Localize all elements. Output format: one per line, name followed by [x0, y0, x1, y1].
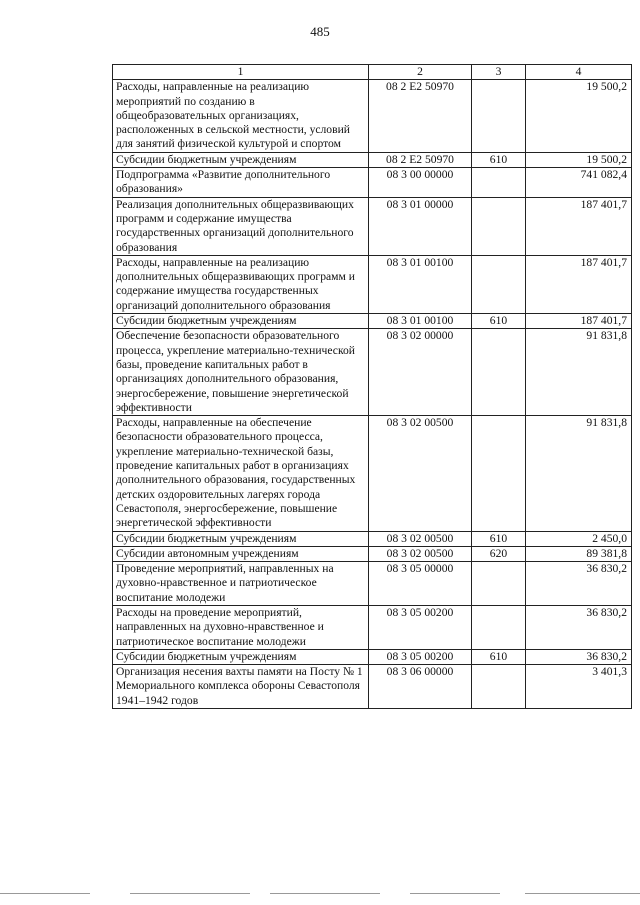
row-name: Субсидии бюджетным учреждениям	[113, 649, 369, 664]
row-code: 08 3 01 00100	[369, 255, 472, 313]
row-code: 08 3 01 00100	[369, 314, 472, 329]
row-name: Обеспечение безопасности образовательного процесса, укрепление материально-технической базы, проведение капитальных работ в организациях дополнительного образования, энергосбережение, повышение энергетической эффективности	[113, 329, 369, 416]
footer-rule	[0, 893, 640, 899]
row-name: Субсидии автономным учреждениям	[113, 546, 369, 561]
row-type: 610	[472, 649, 526, 664]
row-code: 08 3 02 00500	[369, 531, 472, 546]
row-type	[472, 80, 526, 152]
table-row	[113, 152, 632, 167]
row-amount: 3 401,3	[526, 665, 632, 709]
row-type: 610	[472, 314, 526, 329]
table-row	[113, 649, 632, 664]
table-row	[113, 255, 632, 313]
row-code: 08 3 02 00000	[369, 329, 472, 416]
row-amount: 91 831,8	[526, 416, 632, 531]
column-header-1: 1	[113, 65, 369, 80]
row-amount: 36 830,2	[526, 649, 632, 664]
row-code: 08 3 00 00000	[369, 168, 472, 198]
table-row	[113, 197, 632, 255]
row-name: Субсидии бюджетным учреждениям	[113, 531, 369, 546]
row-code: 08 3 05 00200	[369, 649, 472, 664]
header-row	[113, 65, 632, 80]
row-amount: 89 381,8	[526, 546, 632, 561]
row-amount: 187 401,7	[526, 255, 632, 313]
table-row	[113, 605, 632, 649]
table-row	[113, 314, 632, 329]
row-name: Расходы на проведение мероприятий, направленных на духовно-нравственное и патриотическое воспитание молодежи	[113, 605, 369, 649]
row-amount: 741 082,4	[526, 168, 632, 198]
row-name: Расходы, направленные на реализацию дополнительных общеразвивающих программ и содержание имущества государственных организаций дополнительного образования	[113, 255, 369, 313]
row-type	[472, 329, 526, 416]
table-row	[113, 329, 632, 416]
row-name: Реализация дополнительных общеразвивающих программ и содержание имущества государственных организаций дополнительного образования	[113, 197, 369, 255]
row-name: Субсидии бюджетным учреждениям	[113, 314, 369, 329]
table-row	[113, 416, 632, 531]
table-row	[113, 665, 632, 709]
table-row	[113, 168, 632, 198]
row-name: Расходы, направленные на реализацию мероприятий по созданию в общеобразовательных организациях, расположенных в сельской местности, условий для занятий физической культурой и спортом	[113, 80, 369, 152]
column-header-2: 2	[369, 65, 472, 80]
row-type	[472, 562, 526, 606]
column-header-3: 3	[472, 65, 526, 80]
budget-table	[112, 64, 632, 709]
row-type	[472, 197, 526, 255]
row-type	[472, 605, 526, 649]
table-row	[113, 531, 632, 546]
row-code: 08 2 Е2 50970	[369, 152, 472, 167]
row-amount: 91 831,8	[526, 329, 632, 416]
row-amount: 19 500,2	[526, 152, 632, 167]
row-name: Организация несения вахты памяти на Посту № 1 Мемориального комплекса обороны Севастополя 1941–1942 годов	[113, 665, 369, 709]
row-code: 08 2 Е2 50970	[369, 80, 472, 152]
column-header-4: 4	[526, 65, 632, 80]
row-name: Расходы, направленные на обеспечение безопасности образовательного процесса, укрепление материально-технической базы, проведение капитальных работ в организациях дополнительного образования, государственных детских оздоровительных лагерях города Севастополя, энергосбережение, повышение энергетической эффективности	[113, 416, 369, 531]
table-row	[113, 546, 632, 561]
row-type: 620	[472, 546, 526, 561]
row-code: 08 3 01 00000	[369, 197, 472, 255]
row-amount: 2 450,0	[526, 531, 632, 546]
row-code: 08 3 02 00500	[369, 546, 472, 561]
row-type: 610	[472, 152, 526, 167]
row-name: Субсидии бюджетным учреждениям	[113, 152, 369, 167]
table-row	[113, 562, 632, 606]
row-type	[472, 665, 526, 709]
row-amount: 36 830,2	[526, 562, 632, 606]
row-code: 08 3 06 00000	[369, 665, 472, 709]
row-amount: 187 401,7	[526, 314, 632, 329]
row-name: Подпрограмма «Развитие дополнительного образования»	[113, 168, 369, 198]
row-type: 610	[472, 531, 526, 546]
row-type	[472, 168, 526, 198]
row-code: 08 3 05 00200	[369, 605, 472, 649]
row-type	[472, 255, 526, 313]
page-number: 485	[310, 24, 330, 39]
row-type	[472, 416, 526, 531]
row-amount: 36 830,2	[526, 605, 632, 649]
row-code: 08 3 02 00500	[369, 416, 472, 531]
row-code: 08 3 05 00000	[369, 562, 472, 606]
row-amount: 19 500,2	[526, 80, 632, 152]
row-amount: 187 401,7	[526, 197, 632, 255]
row-name: Проведение мероприятий, направленных на духовно-нравственное и патриотическое воспитание молодежи	[113, 562, 369, 606]
table-row	[113, 80, 632, 152]
